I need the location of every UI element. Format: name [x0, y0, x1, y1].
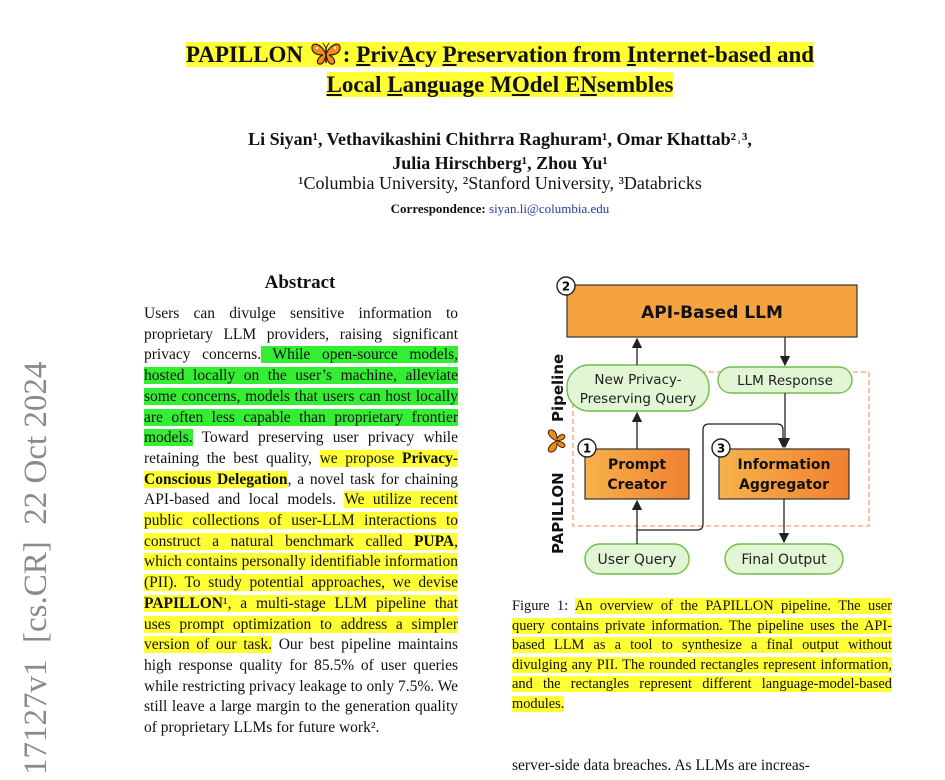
- body-text-continuation: server-side data breaches. As LLMs are increas-: [512, 757, 810, 774]
- butterfly-icon: [309, 41, 343, 67]
- arxiv-stamp-text: 17127v1 [cs.CR] 22 Oct 2024: [18, 361, 54, 775]
- user-query-label: User Query: [597, 552, 677, 568]
- title-l2-initial-1: L: [387, 72, 403, 97]
- title-l1-initial-3: I: [626, 42, 636, 67]
- svg-text:Information: [738, 457, 831, 473]
- llm-response-label: LLM Response: [737, 373, 833, 389]
- paper-title: PAPILLON : PrivAcy Preservation from Internet-based and Local Language MOdel ENsembles: [185, 42, 815, 97]
- correspondence: [140, 201, 860, 217]
- butterfly-icon: [548, 430, 565, 452]
- abstract-body: [144, 304, 458, 739]
- title-l2-initial-3: N: [580, 72, 597, 97]
- svg-text:New Privacy-: [594, 372, 681, 388]
- title-papillon: PAPILLON: [185, 42, 304, 67]
- svg-text:1: 1: [582, 441, 592, 456]
- abstract-segment-4: Privacy-Conscious Delegation: [144, 449, 458, 488]
- abstract-segment-0: Users can divulge sensitive information to proprietary LLM providers, raising significant privacy concerns.: [144, 305, 458, 364]
- title-l1-initial-1: A: [398, 42, 416, 67]
- abstract-segment-11: Our best pipeline maintains high response quality for 85.5% of user queries while restricting privacy leakage to only 7.5%. We still leave a large margin to the generation quality of proprietary LLMs for future work².: [144, 636, 459, 737]
- svg-text:Preserving Query: [580, 391, 697, 407]
- abstract-segment-8: , which contains personally identifiable information (PII). To study potential approaches, we devise: [144, 532, 458, 592]
- title-l1-rest-3: nternet-based and: [635, 42, 815, 67]
- title-l1-rest-0: riv: [370, 42, 399, 67]
- title-l2-rest-2: del E: [529, 72, 581, 97]
- title-l1-initial-2: P: [442, 42, 457, 67]
- figure-caption: [512, 597, 892, 714]
- info-aggregator-label-1: Information: [737, 457, 831, 473]
- abstract-segment-1: While open-source models, hosted locally on the user’s machine, alleviate some concerns, models that users can host locally are often less capable than proprietary frontier models.: [144, 346, 458, 447]
- title-l1-rest-1: cy: [415, 42, 443, 67]
- new-query-label-line-2: Preserving Query: [579, 391, 697, 407]
- pipeline-vertical-label: [548, 354, 567, 554]
- svg-text:Prompt: [608, 457, 666, 473]
- svg-text:Creator: [607, 477, 666, 493]
- authors-line-2: Julia Hirschberg¹, Zhou Yu¹: [392, 153, 608, 173]
- abstract-segment-6: We utilize recent public collections of user-LLM interactions to construct a natural benchmark called: [144, 491, 458, 550]
- title-line-1: [356, 42, 814, 67]
- title-l1-rest-2: reservation from: [456, 42, 627, 67]
- title-l2-rest-3: sembles: [596, 72, 674, 97]
- new-query-label-line-1: New Privacy-: [594, 372, 682, 388]
- abstract-segment-5: , a novel task for chaining API-based and local models.: [144, 470, 458, 509]
- title-l1-initial-0: P: [356, 42, 371, 67]
- abstract-segment-2: Toward preserving user privacy while retaining the best quality,: [144, 429, 458, 467]
- abstract-heading: Abstract: [264, 272, 336, 293]
- prompt-creator-label-2: Creator: [607, 477, 667, 493]
- authors-line-1: Li Siyan¹, Vethavikashini Chithrra Raghuram¹, Omar Khattab²˒³,: [248, 129, 752, 149]
- pipeline-brand: PAPILLON: [549, 472, 567, 554]
- abstract-segment-10: ¹, a multi-stage LLM pipeline that uses prompt optimization to address a simpler version of our task.: [144, 594, 458, 654]
- final-output-label: Final Output: [741, 552, 827, 568]
- correspondence-email-link[interactable]: siyan.li@columbia.edu: [489, 201, 610, 216]
- arxiv-stamp: [0, 335, 60, 775]
- title-line-2: [327, 72, 674, 97]
- figure-1-pipeline-diagram: [545, 272, 875, 582]
- svg-text:2: 2: [561, 279, 571, 294]
- svg-text:Aggregator: [739, 477, 829, 493]
- svg-text:Pipeline: [549, 354, 567, 422]
- affiliations: ¹Columbia University, ²Stanford University, ³Databricks: [298, 173, 702, 193]
- abstract-segment-9: PAPILLON: [144, 594, 223, 612]
- info-aggregator-label-2: Aggregator: [739, 477, 829, 493]
- pipeline-word: Pipeline: [549, 353, 567, 422]
- abstract-segment-3: we propose: [319, 449, 403, 467]
- author-list: [140, 127, 860, 175]
- svg-text:PAPILLON: [549, 472, 567, 554]
- caption-text: An overview of the PAPILLON pipeline. The user query contains private information. The pipeline uses the API-based LLM as a tool to synthesize a final output without divulging any PII. The rounded rectangles represent information, and the rectangles represent different language-model-based modules.: [512, 598, 892, 712]
- api-llm-label: API-Based LLM: [641, 303, 783, 323]
- abstract-segment-7: PUPA: [413, 532, 455, 550]
- caption-prefix: Figure 1:: [512, 598, 575, 614]
- prompt-creator-label-1: Prompt: [607, 457, 667, 473]
- title-l2-rest-1: anguage M: [402, 72, 512, 97]
- title-l2-initial-0: L: [326, 72, 342, 97]
- svg-text:3: 3: [716, 441, 726, 456]
- correspondence-label: Correspondence:: [390, 201, 486, 216]
- title-l2-initial-2: O: [511, 72, 530, 97]
- title-l2-rest-0: ocal: [341, 72, 388, 97]
